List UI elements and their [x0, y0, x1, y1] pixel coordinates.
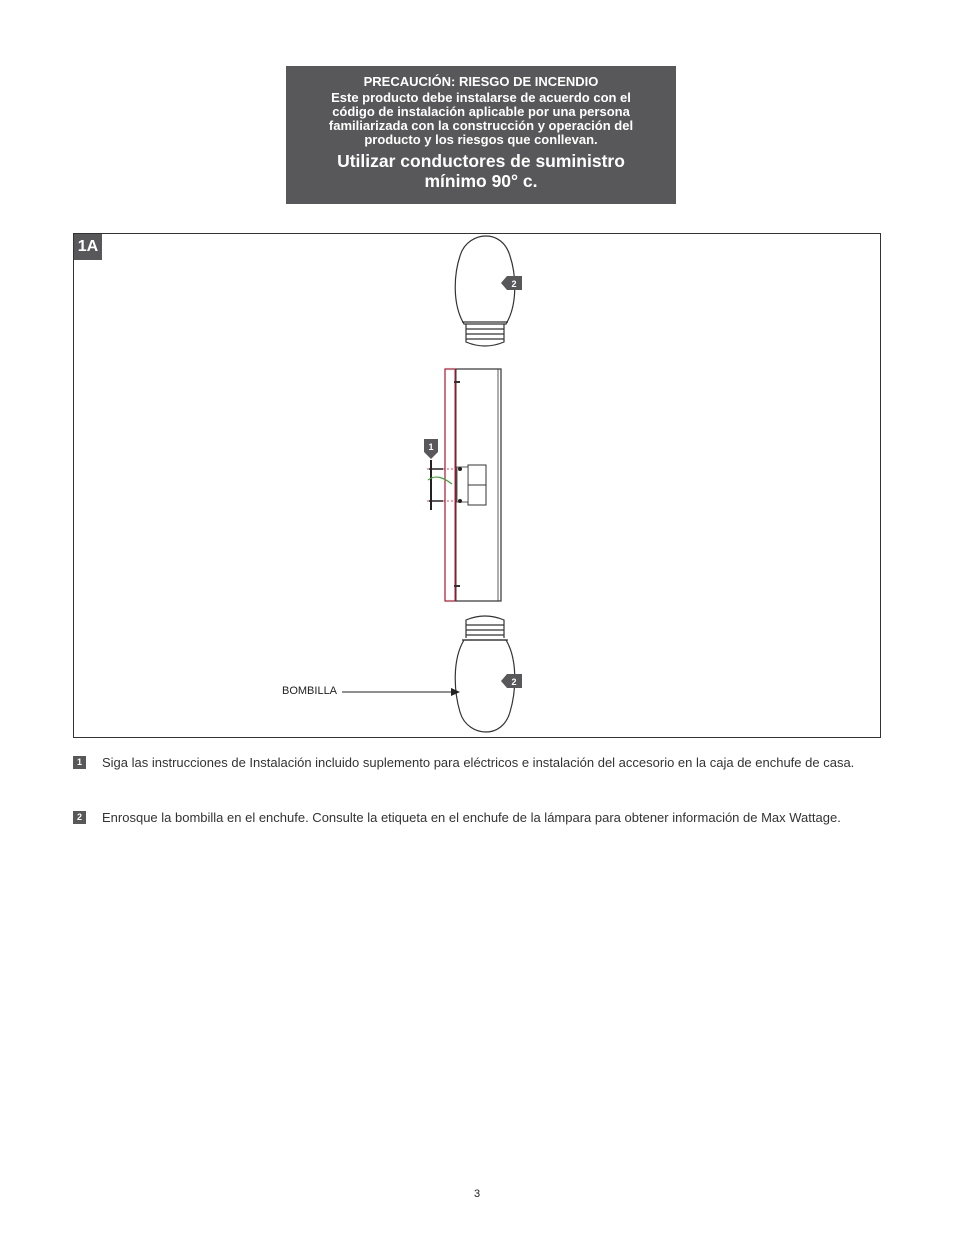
step-2: [73, 808, 881, 828]
figure-illustration: [74, 234, 880, 737]
caution-emphasis: Utilizar conductores de suministro mínimo 90° c.: [337, 151, 625, 191]
step-2-number: 2: [73, 811, 86, 824]
callout-top-bulb-text: 2: [511, 279, 517, 289]
caution-body: Este producto debe instalarse de acuerdo con el código de instalación aplicable por una persona familiarizada con la construcción y operación del producto y los riesgos que conllevan.: [328, 90, 634, 147]
step-1-number: 1: [73, 756, 86, 769]
top-bulb-icon: [455, 236, 515, 346]
figure-1a: [73, 233, 881, 738]
caution-box: [286, 66, 676, 204]
caution-title: PRECAUCIÓN: RIESGO DE INCENDIO: [363, 74, 599, 89]
step-2-text: Enrosque la bombilla en el enchufe. Consulte la etiqueta en el enchufe de la lámpara para obtener información de Max Wattage.: [102, 810, 841, 825]
callout-mount: [424, 439, 438, 459]
figure-label: 1A: [74, 234, 103, 261]
callout-top-bulb: [501, 276, 522, 290]
callout-bottom-bulb-text: 2: [511, 677, 517, 687]
step-1-text: Siga las instrucciones de Instalación incluido suplemento para eléctricos e instalación del accesorio en la caja de enchufe de casa.: [102, 755, 855, 770]
fixture-body: [427, 369, 501, 601]
page-number: 3: [473, 1188, 481, 1200]
step-1: [73, 753, 881, 773]
bulb-pointer-label: BOMBILLA: [282, 685, 338, 697]
bottom-bulb-icon: [455, 616, 515, 732]
pointer-arrow: [342, 688, 460, 696]
callout-bottom-bulb: [501, 674, 522, 688]
callout-mount-text: 1: [428, 442, 434, 452]
